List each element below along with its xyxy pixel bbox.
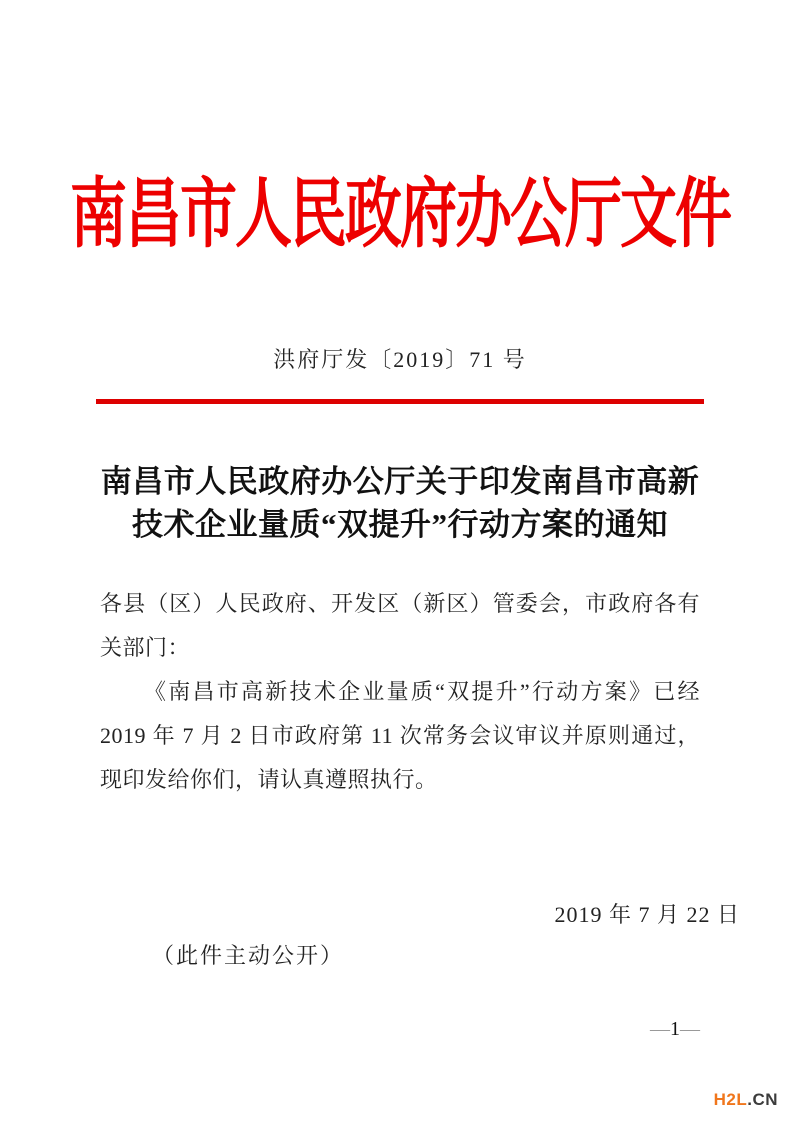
document-body bbox=[100, 582, 700, 802]
document-number: 洪府厅发〔2019〕71 号 bbox=[273, 347, 527, 372]
red-divider-rule bbox=[96, 399, 704, 404]
masthead bbox=[0, 0, 800, 265]
document-title-line2: 技术企业量质“双提升”行动方案的通知 bbox=[132, 507, 668, 542]
issue-date: 2019 年 7 月 22 日 bbox=[554, 902, 740, 927]
watermark-domain-suffix: .CN bbox=[747, 1090, 778, 1109]
page-number-value: 1 bbox=[670, 1018, 680, 1040]
site-watermark bbox=[714, 1090, 778, 1110]
document-title bbox=[0, 460, 800, 546]
page-number-dash-right: — bbox=[680, 1018, 700, 1040]
page-number-dash-left: — bbox=[650, 1018, 670, 1040]
page-number bbox=[650, 1018, 700, 1041]
watermark-brand: H2L bbox=[713, 1090, 748, 1109]
masthead-title: 南昌市人民政府办公厅文件 bbox=[70, 172, 730, 258]
main-paragraph: 《南昌市高新技术企业量质“双提升”行动方案》已经 2019 年 7 月 2 日市政府第 11 次常务会议审议并原则通过，现印发给你们，请认真遵照执行。 bbox=[100, 679, 700, 792]
salutation-paragraph: 各县（区）人民政府、开发区（新区）管委会，市政府各有关部门： bbox=[100, 591, 700, 660]
publicity-note: （此件主动公开） bbox=[152, 943, 345, 968]
document-title-line1: 南昌市人民政府办公厅关于印发南昌市高新 bbox=[100, 464, 700, 499]
